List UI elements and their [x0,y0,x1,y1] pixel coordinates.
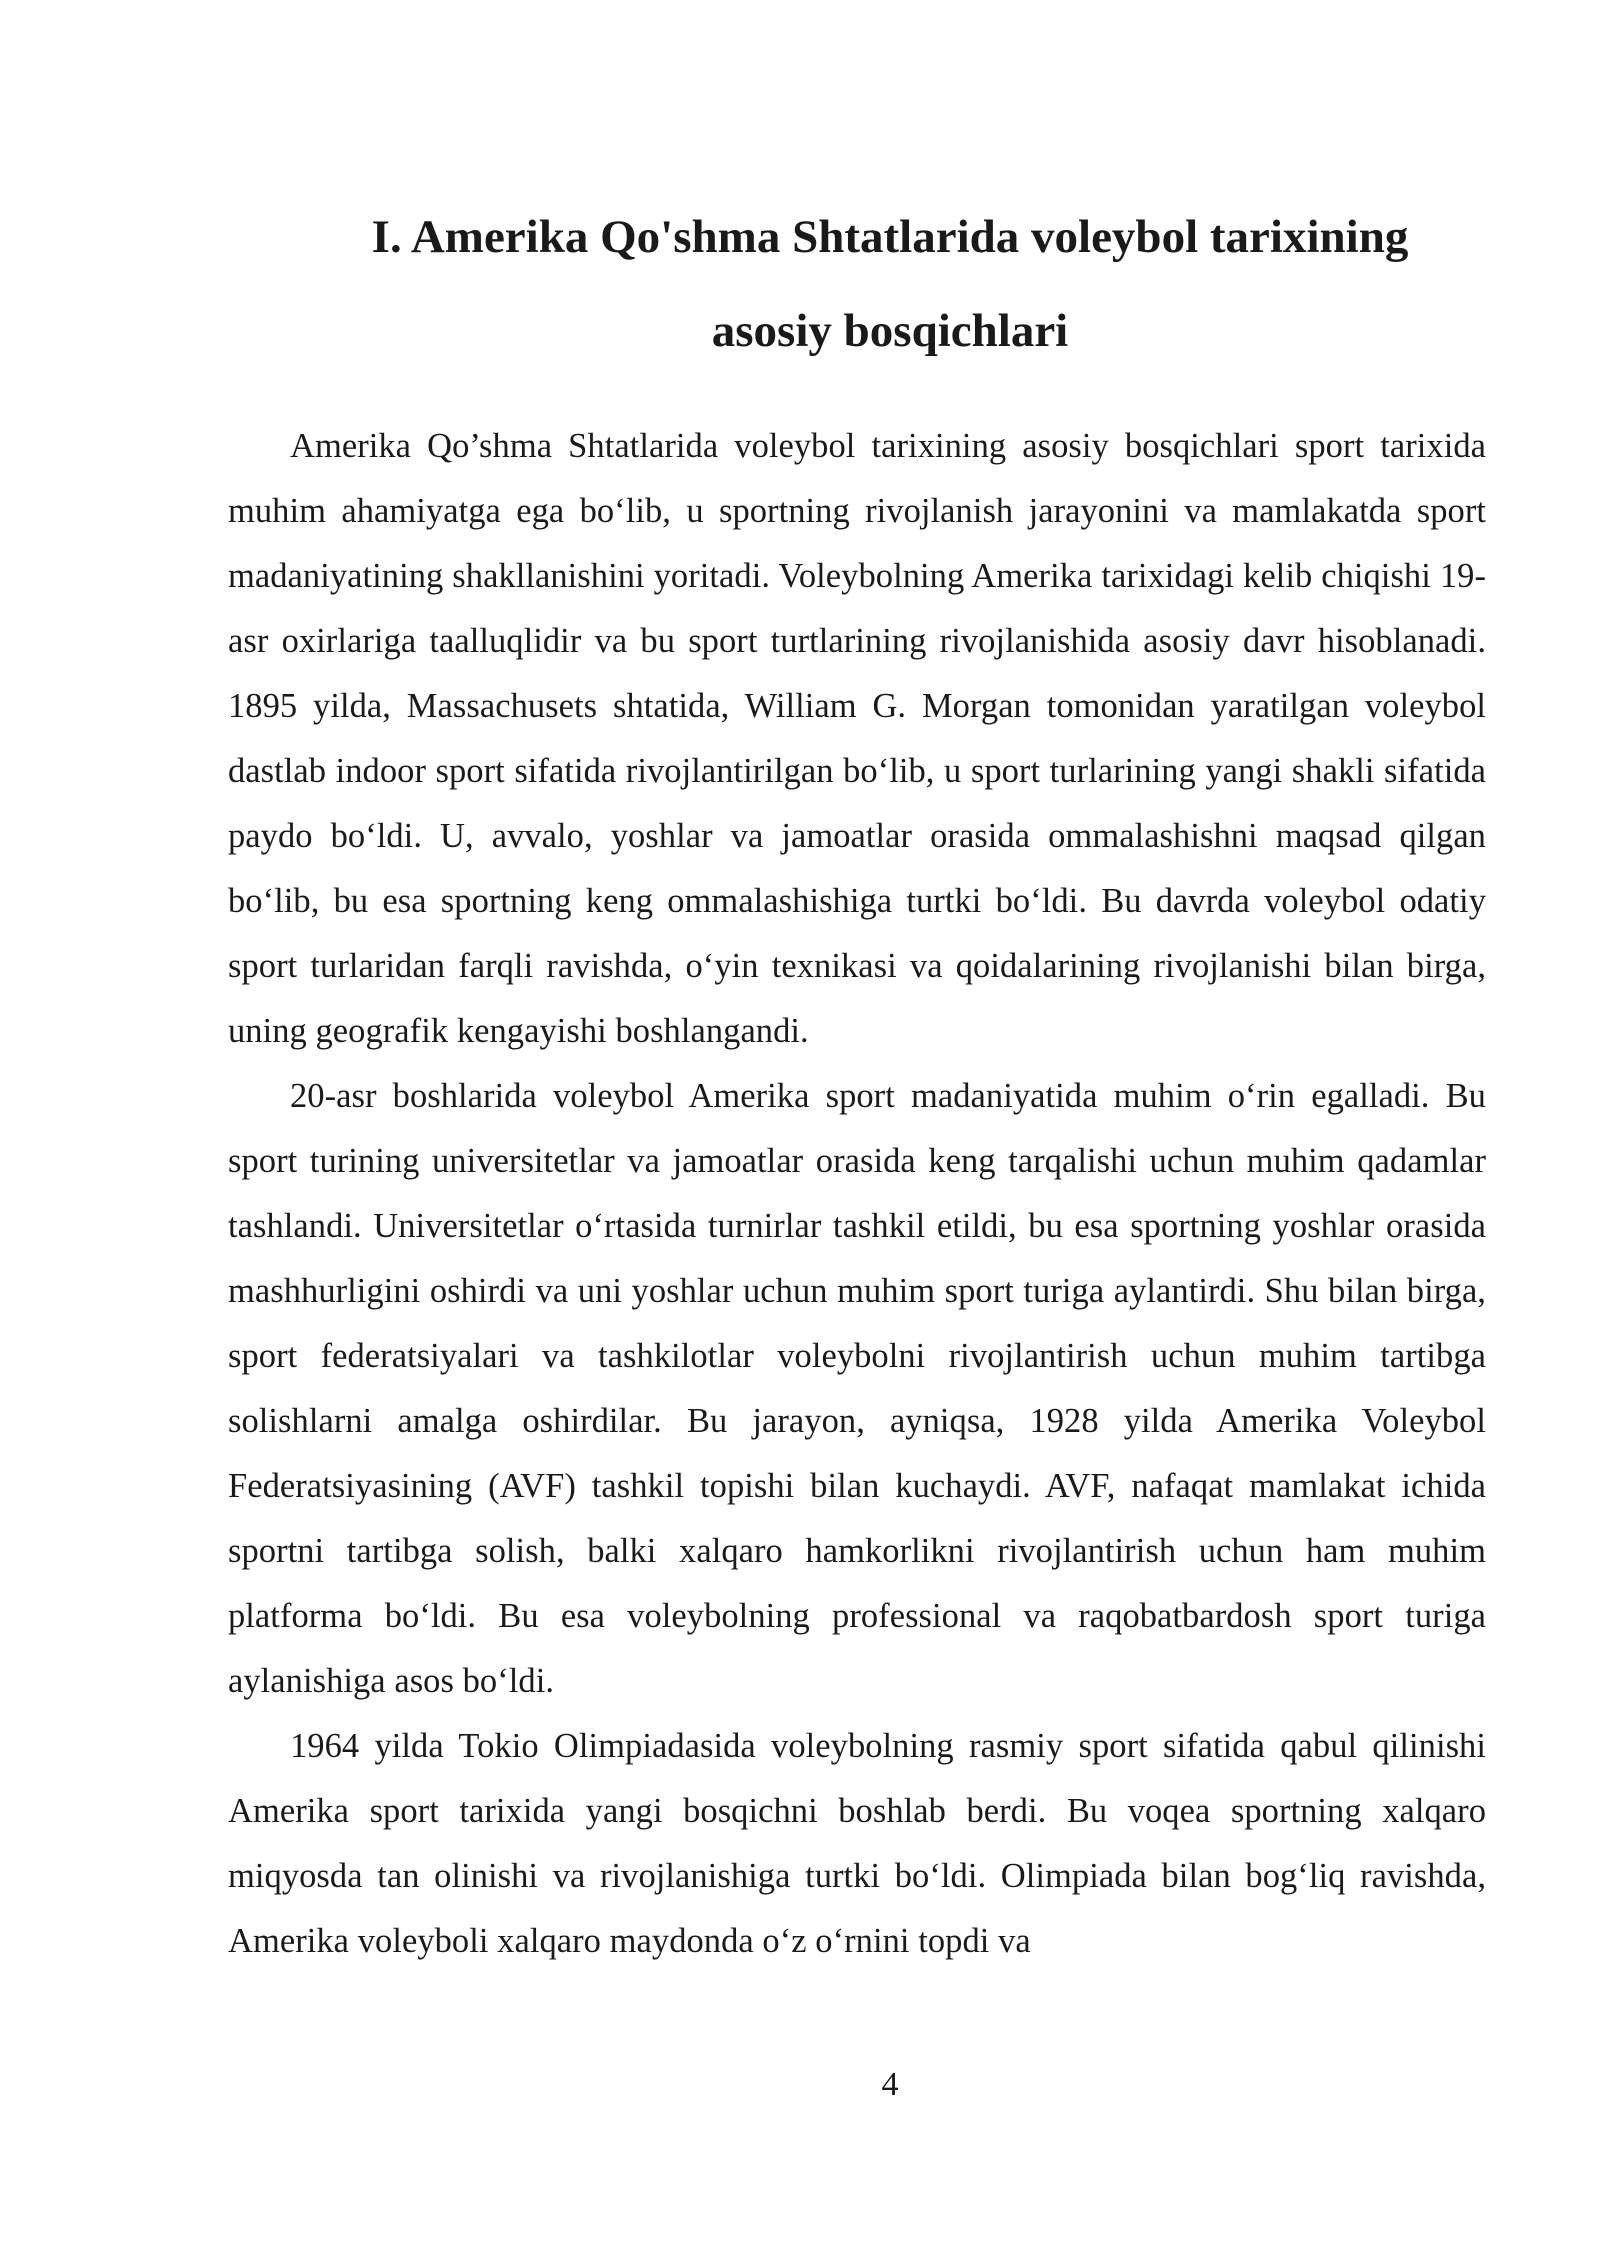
body-paragraph: 1964 yilda Tokio Olimpiadasida voleybolning rasmiy sport sifatida qabul qilinishi Amerika sport tarixida yangi bosqichni boshlab berdi. Bu voqea sportning xalqaro miqyosda tan olinishi va rivojlanishiga turtki bo‘ldi. Olimpiada bilan bog‘liq ravishda, Amerika voleyboli xalqaro maydonda o‘z o‘rnini topdi va [228,1727,1486,1960]
chapter-heading [228,190,1486,378]
body-paragraph: 20-asr boshlarida voleybol Amerika sport madaniyatida muhim o‘rin egalladi. Bu sport turining universitetlar va jamoatlar orasida keng tarqalishi uchun muhim qadamlar tashlandi. Universitetlar o‘rtasida turnirlar tashkil etildi, bu esa sportning yoshlar orasida mashhurligini oshirdi va uni yoshlar uchun muhim sport turiga aylantirdi. Shu bilan birga, sport federatsiyalari va tashkilotlar voleybolni rivojlantirish uchun muhim tartibga solishlarni amalga oshirdilar. Bu jarayon, ayniqsa, 1928 yilda Amerika Voleybol Federatsiyasining (AVF) tashkil topishi bilan kuchaydi. AVF, nafaqat mamlakat ichida sportni tartibga solish, balki xalqaro hamkorlikni rivojlantirish uchun ham muhim platforma bo‘ldi. Bu esa voleybolning professional va raqobatbardosh sport turiga aylanishiga asos bo‘ldi. [228,1077,1486,1700]
document-page [228,190,1486,1974]
chapter-heading-line-1: I. Amerika Qo'shma Shtatlarida voleybol tarixining [371,211,1409,263]
body-paragraph: Amerika Qo’shma Shtatlarida voleybol tarixining asosiy bosqichlari sport tarixida muhim ahamiyatga ega bo‘lib, u sportning rivojlanish jarayonini va mamlakatda sport madaniyatining shakllanishini yoritadi. Voleybolning Amerika tarixidagi kelib chiqishi 19-asr oxirlariga taalluqlidir va bu sport turtlarining rivojlanishida asosiy davr hisoblanadi. 1895 yilda, Massachusets shtatida, William G. Morgan tomonidan yaratilgan voleybol dastlab indoor sport sifatida rivojlantirilgan bo‘lib, u sport turlarining yangi shakli sifatida paydo bo‘ldi. U, avvalo, yoshlar va jamoatlar orasida ommalashishni maqsad qilgan bo‘lib, bu esa sportning keng ommalashishiga turtki bo‘ldi. Bu davrda voleybol odatiy sport turlaridan farqli ravishda, o‘yin texnikasi va qoidalarining rivojlanishi bilan birga, uning geografik kengayishi boshlangandi. [228,427,1486,1050]
chapter-heading-line-2: asosiy bosqichlari [711,305,1069,357]
page-number: 4 [881,2066,899,2103]
